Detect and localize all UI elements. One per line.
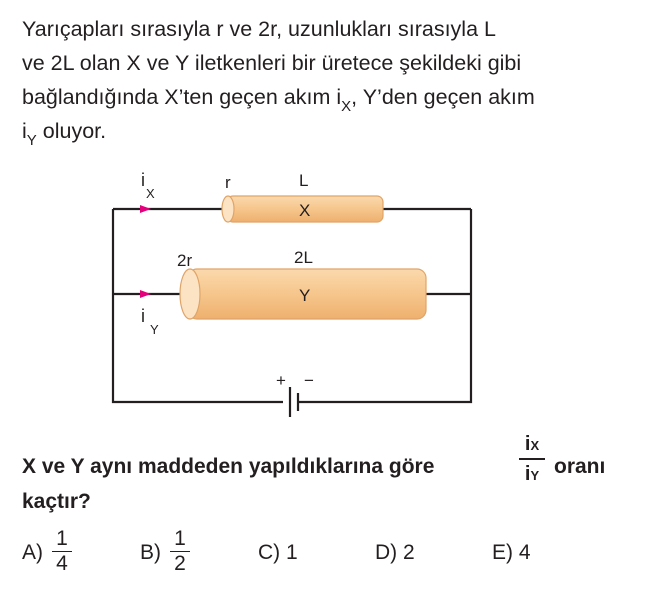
label-x-radius: r [225, 173, 231, 192]
battery-minus-label: − [304, 371, 314, 390]
ratio-den-i: i [524, 463, 531, 485]
label-y-length: 2L [294, 248, 313, 267]
label-y-radius: 2r [177, 251, 193, 270]
ratio-num-i: i [524, 433, 531, 455]
current-y-symbol: i [22, 119, 27, 143]
stem-line-2: ve 2L olan X ve Y iletkenleri bir üretece şekildeki gibi [22, 51, 522, 75]
choice-d-label: D) 2 [375, 541, 415, 564]
current-ratio [519, 432, 545, 486]
ratio-num-sub: X [530, 438, 540, 453]
ratio-den-sub: Y [530, 468, 540, 483]
question-tail: oranı [554, 455, 606, 478]
stem-line-3-start: bağlandığında X’ten geçen akım i [22, 85, 342, 109]
ratio-bar [519, 458, 545, 460]
choice-a-denominator: 4 [56, 552, 68, 575]
current-y-subscript: Y [26, 132, 37, 149]
question-stem [22, 12, 634, 148]
circuit-diagram [0, 165, 653, 425]
label-x-length: L [299, 171, 309, 190]
current-y-arrow [140, 290, 151, 298]
choice-a-numerator: 1 [56, 527, 68, 550]
label-iy-sub: Y [150, 322, 159, 337]
battery [290, 387, 298, 417]
label-ix-sub: X [146, 186, 155, 201]
stem-line-4 [22, 114, 634, 148]
choice-b-numerator: 1 [174, 527, 186, 550]
stem-line-4-end: oluyor. [36, 119, 107, 143]
choice-c-label: C) 1 [258, 541, 298, 564]
choice-b-fraction [170, 528, 190, 575]
label-iy-i: i [141, 306, 145, 326]
stem-line-1: Yarıçapları sırasıyla r ve 2r, uzunlukları sırasıyla L [22, 17, 496, 41]
choice-a-fraction [52, 528, 72, 575]
stem-line-3 [22, 80, 634, 114]
choice-a-label: A) [22, 541, 43, 564]
question-line-2: kaçtır? [22, 490, 91, 513]
current-x-subscript: X [341, 98, 352, 115]
choice-b-label: B) [140, 541, 161, 564]
question-text: X ve Y aynı maddeden yapıldıklarına göre [22, 455, 435, 478]
choice-b-denominator: 2 [174, 552, 186, 575]
battery-plus-label: + [276, 371, 286, 390]
label-y-name: Y [299, 286, 311, 305]
choice-e-label: E) 4 [492, 541, 531, 564]
ratio-numerator [519, 432, 545, 456]
label-x-name: X [299, 201, 311, 220]
current-x-arrow [140, 205, 151, 213]
stem-line-3-end: , Y’den geçen akım [351, 85, 535, 109]
ratio-denominator [519, 462, 545, 486]
label-ix-i: i [141, 170, 145, 190]
answer-choices [22, 528, 642, 588]
